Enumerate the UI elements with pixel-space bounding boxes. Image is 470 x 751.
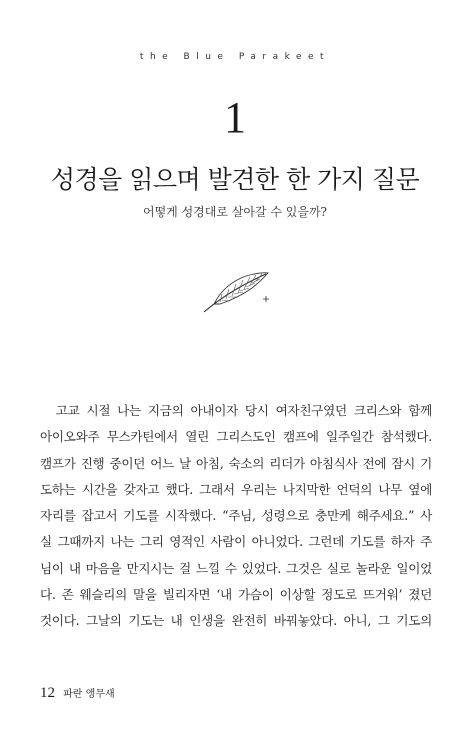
body-line: 캠프가 진행 중이던 어느 날 아침, 숙소의 리더가 아침식사 전에 잠시 기 [40, 455, 432, 471]
body-line: 실 그때까지 나는 그리 영적인 사람이 아니었다. 그런데 기도를 하자 주 [40, 534, 432, 550]
book-title: 파란 앵무새 [63, 689, 115, 700]
chapter-subtitle: 어떻게 성경대로 살아갈 수 있을까? [143, 205, 327, 219]
page-number: 12 [40, 685, 55, 701]
body-line: 아이오와주 무스카틴에서 열린 그리스도인 캠프에 일주일간 참석했다. [40, 429, 432, 445]
body-line: 다. 존 웨슬리의 말을 빌리자면 ‘내 가슴이 이상할 정도로 뜨거워’ 졌던 [40, 587, 432, 603]
folio [40, 685, 115, 702]
body-line: 고교 시절 나는 지금의 아내이자 당시 여자친구였던 크리스와 함께 [55, 403, 432, 418]
chapter-number: 1 [224, 93, 246, 142]
body-text [40, 398, 432, 635]
feather-icon [200, 268, 272, 316]
body-line: 자리를 잡고서 기도를 시작했다. “주님, 성령으로 충만케 해주세요.” 사 [40, 508, 432, 524]
chapter-title: 성경을 읽으며 발견한 한 가지 질문 [50, 165, 420, 194]
body-line: 것이다. 그날의 기도는 내 인생을 완전히 바꿔놓았다. 아니, 그 기도의 [40, 613, 432, 629]
body-line: 님이 내 마음을 만지시는 걸 느낄 수 있었다. 그것은 실로 놀라운 일이었 [40, 560, 432, 576]
body-line: 도하는 시간을 갖자고 했다. 그래서 우리는 나지막한 언덕의 나무 옆에 [40, 481, 432, 497]
running-head: the Blue Parakeet [139, 52, 331, 62]
